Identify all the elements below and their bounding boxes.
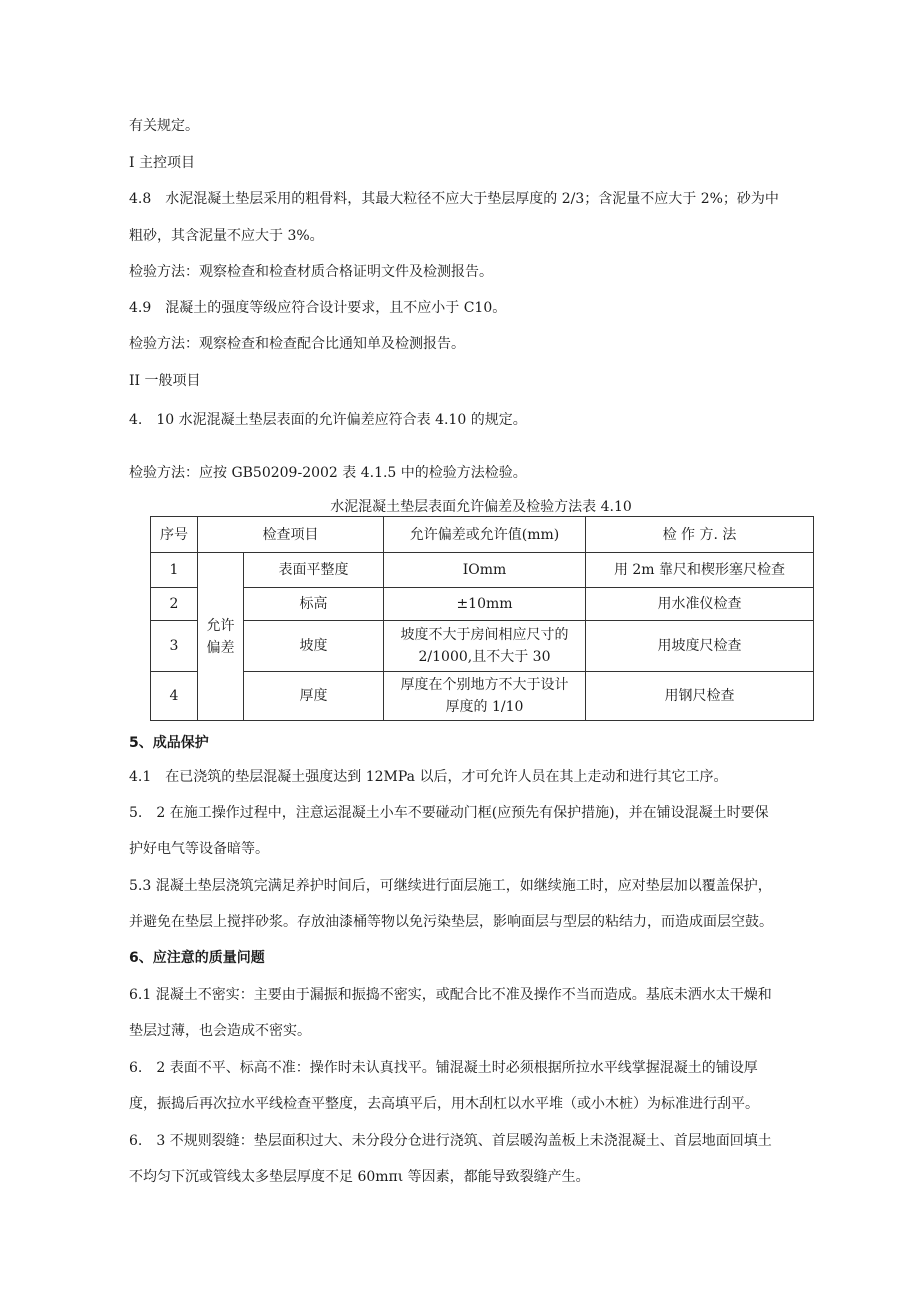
clause-4-8-method: 检验方法：观察检查和检查材质合格证明文件及检测报告。 xyxy=(129,264,493,280)
clause-6-1-line-1: 6.1 混凝土不密实：主要由于漏振和振捣不密实，或配合比不准及操作不当而造成。基底未洒水太干燥和 xyxy=(129,987,772,1003)
header-no: 序号 xyxy=(151,517,198,553)
header-item: 检查项目 xyxy=(198,517,384,553)
table-row xyxy=(151,621,814,672)
clause-4-9: 4.9 混凝土的强度等级应符合设计要求，且不应小于 C10。 xyxy=(129,300,507,316)
clause-6-2-line-2: 度，振捣后再次拉水平线检查平整度，去高填平后，用木刮杠以水平堆（或小木桩）为标准进行刮平。 xyxy=(129,1096,759,1112)
clause-6-3-line-2: 不均匀下沉或管线太多垫层厚度不足 60mπι 等因素，都能导致裂缝产生。 xyxy=(129,1169,590,1185)
row-tolerance xyxy=(384,621,586,672)
row-item: 厚度 xyxy=(244,672,384,721)
section-heading-quality-issues: 6、应注意的质量问题 xyxy=(129,950,265,966)
table-caption: 水泥混凝土垫层表面允许偏差及检验方法表 4.10 xyxy=(330,499,632,515)
tolerance-line: 厚度的 1/10 xyxy=(445,699,524,715)
row-no: 4 xyxy=(151,672,198,721)
row-tolerance xyxy=(384,672,586,721)
tolerance-line: ±10mm xyxy=(456,596,513,612)
clause-4-1: 4.1 在已浇筑的垫层混凝土强度达到 12MPa 以后，才可允许人员在其上走动和进行其它工序。 xyxy=(129,769,728,785)
header-method: 检 作 方. 法 xyxy=(586,517,814,553)
group-label-line: 偏差 xyxy=(206,639,235,656)
section-heading-product-protection: 5、成品保护 xyxy=(129,735,209,751)
clause-6-1-line-2: 垫层过薄，也会造成不密实。 xyxy=(129,1023,311,1039)
tolerance-table xyxy=(150,516,814,721)
tolerance-line: IOmm xyxy=(462,562,507,578)
clause-5-2-line-2: 护好电气等设备暗等。 xyxy=(129,841,269,857)
tolerance-line: 厚度在个别地方不大于设计 xyxy=(400,677,569,693)
row-method: 用坡度尺检查 xyxy=(586,621,814,672)
row-method: 用钢尺检查 xyxy=(586,672,814,721)
section-heading-general-items: II 一般项目 xyxy=(129,373,201,389)
tolerance-line: 2/1000,且不大于 30 xyxy=(418,649,551,665)
row-tolerance xyxy=(384,588,586,621)
row-tolerance xyxy=(384,553,586,588)
clause-5-2-line-1: 5. 2 在施工操作过程中，注意运混凝土小车不要碰动门框(应预先有保护措施)，并在铺设混凝土时要保 xyxy=(129,805,769,821)
row-item: 表面平整度 xyxy=(244,553,384,588)
clause-4-10: 4. 10 水泥混凝土垫层表面的允许偏差应符合表 4.10 的规定。 xyxy=(129,412,527,428)
row-no: 1 xyxy=(151,553,198,588)
group-label-cell xyxy=(198,553,244,721)
group-label-line: 允许 xyxy=(206,617,235,634)
table-row xyxy=(151,588,814,621)
section-heading-main-items: I 主控项目 xyxy=(129,155,195,171)
clause-5-3-line-2: 并避免在垫层上搅拌砂浆。存放油漆桶等物以免污染垫层，影响面层与型层的粘结力，而造成面层空鼓。 xyxy=(129,914,773,930)
table-header-row xyxy=(151,517,814,553)
row-no: 3 xyxy=(151,621,198,672)
row-method: 用 2m 靠尺和楔形塞尺检查 xyxy=(586,553,814,588)
table-row xyxy=(151,672,814,721)
row-item: 坡度 xyxy=(244,621,384,672)
clause-4-10-method: 检验方法：应按 GB50209-2002 表 4.1.5 中的检验方法检验。 xyxy=(129,465,527,481)
tolerance-line: 坡度不大于房间相应尺寸的 xyxy=(400,627,569,643)
clause-4-8-line-1: 4.8 水泥混凝土垫层采用的粗骨料，其最大粒径不应大于垫层厚度的 2/3；含泥量不应大于 2%；砂为中 xyxy=(129,191,779,207)
clause-6-3-line-1: 6. 3 不规则裂缝：垫层面积过大、未分段分仓进行浇筑、首层暖沟盖板上未浇混凝土、首层地面回填土 xyxy=(129,1133,772,1149)
clause-4-9-method: 检验方法：观察检查和检查配合比通知单及检测报告。 xyxy=(129,336,465,352)
clause-5-3-line-1: 5.3 混凝土垫层浇筑完满足养护时间后，可继续进行面层施工，如继续施工时，应对垫层加以覆盖保护， xyxy=(129,878,772,894)
clause-6-2-line-1: 6. 2 表面不平、标高不准：操作时未认真找平。铺混凝土时必须根据所拉水平线掌握混凝土的铺设厚 xyxy=(129,1060,758,1076)
row-item: 标高 xyxy=(244,588,384,621)
row-no: 2 xyxy=(151,588,198,621)
text-line-continuation: 有关规定。 xyxy=(129,118,199,134)
row-method: 用水准仪检查 xyxy=(586,588,814,621)
header-tolerance: 允许偏差或允许值(mm) xyxy=(384,517,586,553)
clause-4-8-line-2: 粗砂，其含泥量不应大于 3%。 xyxy=(129,228,324,244)
table-row xyxy=(151,553,814,588)
